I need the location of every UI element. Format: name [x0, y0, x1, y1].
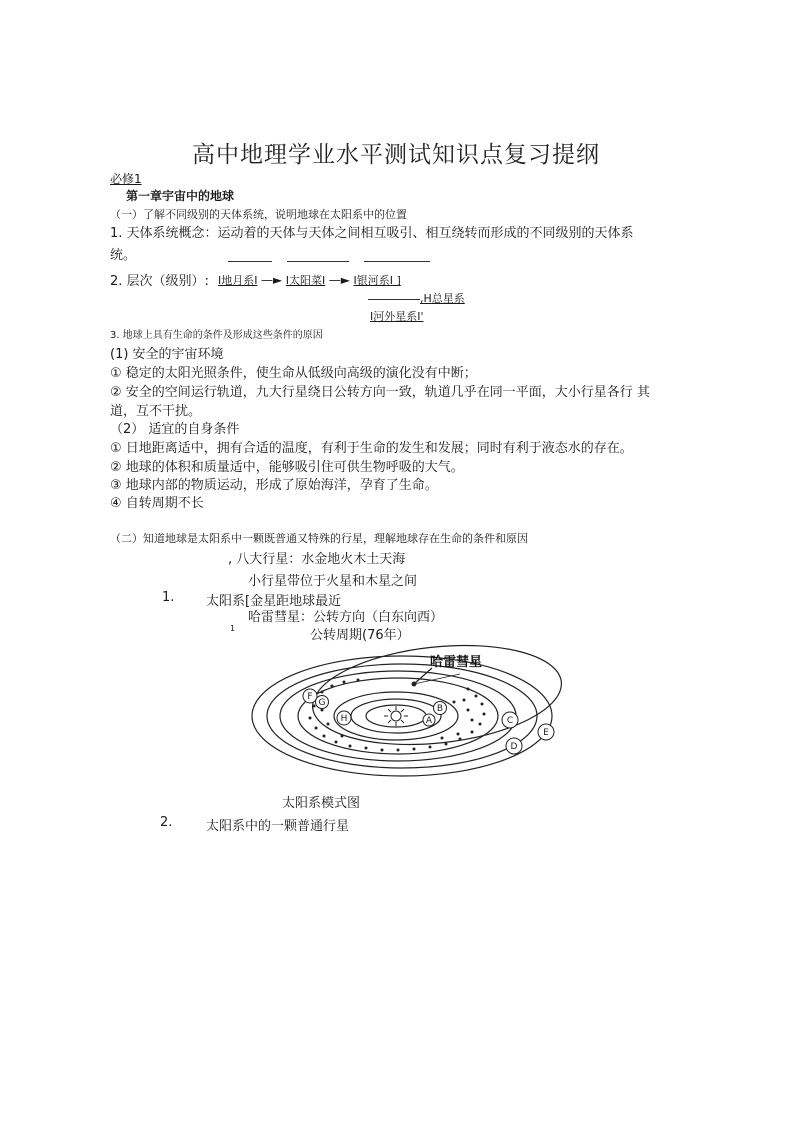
module-label: 必修1 — [110, 172, 142, 186]
solar-system-diagram — [232, 640, 572, 780]
page-title: 高中地理学业水平测试知识点复习提纲 — [192, 142, 600, 168]
hierarchy-arrow-2: —► — [328, 273, 350, 287]
asteroid-belt-line: 小行星带位于火星和木星之间 — [248, 574, 418, 589]
blank-1 — [228, 260, 272, 262]
section2-heading: （二）知道地球是太阳系中一颗既普通又特殊的行星，理解地球存在生命的条件和原因 — [110, 532, 528, 545]
chapter-heading: 第一章宇宙中的地球 — [126, 189, 235, 203]
sun-icon — [384, 706, 408, 726]
item2-number: 2. — [160, 815, 173, 830]
diagram-caption: 太阳系模式图 — [282, 796, 361, 811]
sub1-heading: (1) 安全的宇宙环境 — [110, 347, 224, 362]
hierarchy-row — [218, 272, 401, 288]
item1-line1: 1. 天体系统概念：运动着的天体与天体之间相互吸引、相互绕转而形成的不同级别的天体系 — [110, 226, 634, 241]
hierarchy-branch-line — [368, 298, 420, 300]
comet-pointer — [414, 668, 432, 684]
item2-text: 太阳系中的一颗普通行星 — [206, 819, 350, 834]
section1-heading: （一）了解不同级别的天体系统，说明地球在太阳系中的位置 — [110, 208, 407, 221]
eight-planets-line: , 八大行星：水金地火木土天海 — [228, 552, 406, 567]
planet-label-a: A — [425, 716, 433, 726]
hierarchy-galaxy: I银河系I ] — [353, 274, 401, 287]
condition-1: ① 稳定的太阳光照条件，使生命从低级向高级的演化没有中断； — [110, 366, 477, 381]
planet-label-f: F — [307, 692, 313, 702]
sub2-heading: （2） 适宜的自身条件 — [110, 422, 240, 437]
item1-line2: 统。 — [110, 248, 137, 263]
hierarchy-universe: ,H总星系 — [368, 290, 465, 306]
planet-label-d: D — [510, 742, 518, 752]
halley-direction-line: 哈雷彗星：公转方向（白东向西） — [248, 610, 444, 625]
self-condition-4: ④ 自转周期不长 — [110, 496, 204, 511]
blank-2 — [287, 260, 349, 262]
hierarchy-arrow-1: —► — [261, 273, 283, 287]
halley-comet-label: 哈雷彗星 — [430, 655, 483, 670]
item1-number: 1. — [162, 590, 175, 605]
item3-heading: 3. 地球上具有生命的条件及形成这些条件的原因 — [110, 330, 323, 341]
item2-label: 2. 层次（级别）: — [110, 274, 209, 289]
condition-2-line1: ② 安全的空间运行轨道，九大行星绕日公转方向一致，轨道几乎在同一平面，大小行星各行 其 — [110, 385, 650, 400]
planet-label-c: C — [506, 716, 514, 726]
hierarchy-solar-system: I太阳菜I — [285, 274, 326, 287]
planet-label-g: G — [318, 698, 326, 708]
comet-head — [412, 682, 417, 687]
fill-blanks — [228, 250, 430, 269]
hierarchy-extragalactic: I河外星系I' — [370, 310, 424, 323]
self-condition-1: ① 日地距离适中，拥有合适的温度，有利于生命的发生和发展；同时有利于液态水的存在。 — [110, 441, 633, 456]
planet-label-e: E — [543, 728, 549, 738]
tick-mark: 1 — [230, 624, 236, 633]
condition-2-line2: 道，互不干扰。 — [110, 404, 202, 419]
halley-period-line: 公转周期(76年） — [310, 628, 410, 643]
self-condition-2: ② 地球的体积和质量适中，能够吸引住可供生物呼吸的大气。 — [110, 460, 464, 475]
blank-3 — [364, 260, 430, 262]
hierarchy-earth-moon: I地月系I — [218, 274, 258, 287]
orbit-2 — [267, 664, 537, 768]
planet-label-h: H — [340, 714, 348, 724]
self-condition-3: ③ 地球内部的物质运动，形成了原始海洋，孕育了生命。 — [110, 478, 438, 493]
solar-system-line: 太阳系[金星距地球最近 — [206, 594, 342, 609]
planet-label-b: B — [436, 704, 444, 714]
